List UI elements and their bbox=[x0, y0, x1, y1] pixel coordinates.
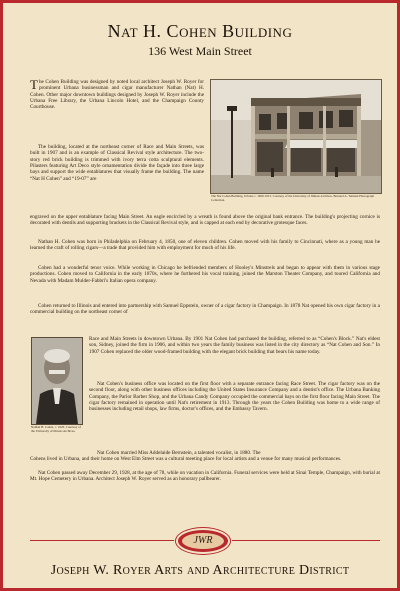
paragraph-4: Cohen had a wonderful tenor voice. While working in Chicago he befriended members of Hooley's Minstrels and began to appear with them in various stage productions. Cohen moved to California in the early 1870s, where he furthered his vocal training, joined the Marston Theater Company, and toured California and Nevada with Madam Mulder-Fabbri's Italian opera company. bbox=[30, 265, 380, 284]
paragraph-2b: engraved on the upper entablature facing Main Street. An eagle encircled by a wreath is found above the original bank entrance. The building's projecting cornice is decorated with dentils and supporting brackets in the Classical Revival style, and is capped at each end by decorative grotesque faces. bbox=[30, 214, 380, 227]
portrait-photo bbox=[31, 337, 83, 425]
building-photo-image bbox=[211, 80, 381, 193]
paragraph-1-text: he Cohen Building was designed by noted local architect Joseph W. Royer for prominent Urbana businessman and cigar manufacturer Nathan (Nat) H. Cohen. Other major downtown buildings designed by Joseph W. Royer include the Urbana Free Library, the Urbana Lincoln Hotel, and the Champaign County Courthouse. bbox=[30, 79, 204, 111]
jwr-logo-text: JWR bbox=[182, 533, 224, 549]
paragraph-8: Nat Cohen passed away December 29, 1928, at the age of 78, while on vacation in California. Funeral services were held at Sinai Temple, Champaign, with burial at Mt. Hope Cemetery in Urbana. Architect Joseph W. Royer served as an honorary pallbearer. bbox=[30, 470, 380, 483]
paragraph-7b: Cohens lived in Urbana, and their home on West Elm Street was a cultural meeting place for local artists and a venue for many musical performances. bbox=[30, 456, 342, 462]
paragraph-2a: The building, located at the northeast corner of Race and Main Streets, was built in 1907 and is an example of Classical Revival style architecture. The two-story red brick building is trimmed with ivory terra cotta sculptural elements. Pilasters featuring Art Deco style ornamentation divide the façade into three large bays and support the wide entablatures that visually frame the building. The name “Nat H Cohen” and “19-07” are bbox=[30, 144, 204, 182]
divider-right bbox=[232, 540, 380, 541]
paragraph-1 bbox=[30, 79, 204, 111]
building-photo bbox=[210, 79, 382, 194]
page-title: Nat H. Cohen Building bbox=[107, 21, 293, 41]
footer-title: Joseph W. Royer Arts and Architecture District bbox=[50, 563, 350, 578]
paragraph-3: Nathan H. Cohen was born in Philadelphia on February 4, 1850, one of eleven children. Cohen moved with his family to Cincinnati, where as a young man he learned the craft of rolling cigars—a trade that provided him with employment for much of his life. bbox=[30, 239, 380, 252]
portrait-image bbox=[32, 338, 82, 424]
divider-left bbox=[30, 540, 174, 541]
page-subtitle: 136 West Main Street bbox=[148, 44, 252, 58]
paragraph-5b: Race and Main Streets in downtown Urbana. By 1901 Nat Cohen had purchased the building, referred to as “Cohen's Block.” Nat's eldest son, Sidney, joined the firm in 1906, and within two years the family business was listed in the city directory as “Nat Cohen and Son.” In 1907 Cohen replaced the older wood-framed building with the elegant brick building that bears his name today. bbox=[89, 336, 380, 355]
paragraph-6: Nat Cohen's business office was located on the first floor with a separate entrance facing Race Street. The cigar factory was on the second floor, along with other business offices including the United States Insurance Company and a dentist's office. The Urbana Banking Company, the Parlor Barber Shop, and the Urbana Candy Company occupied the commercial bays on the first floor facing Main Street. The cigar factory remained in operation until Nat's retirement in 1913. Through the years the Cohen Building was home to a wide range of businesses including retail shops, law firms, doctor's offices, and the Embassy Tavern. bbox=[89, 381, 380, 413]
photo-caption: The Nat Cohen Building, Urbana c. 1909-1913. Courtesy of the University of Illinois Archives, Bernard A. Tennant Photograph Collection. bbox=[211, 194, 374, 202]
portrait-caption: Nathan H. Cohen, c. 1920. Courtesy of the University of Illinois Archives. bbox=[31, 425, 81, 433]
paragraph-7a: Nat Cohen married Miss Addelaide Bernstein, a talented vocalist, in 1880. The bbox=[97, 450, 261, 456]
jwr-logo bbox=[176, 528, 230, 554]
drop-cap: T bbox=[30, 77, 38, 92]
paragraph-5a: Cohen returned to Illinois and entered into partnership with Samuel Eppstein, owner of a cigar factory in Champaign. In 1878 Nat opened his own cigar factory in a commercial building on the northeast corner of bbox=[30, 303, 380, 316]
